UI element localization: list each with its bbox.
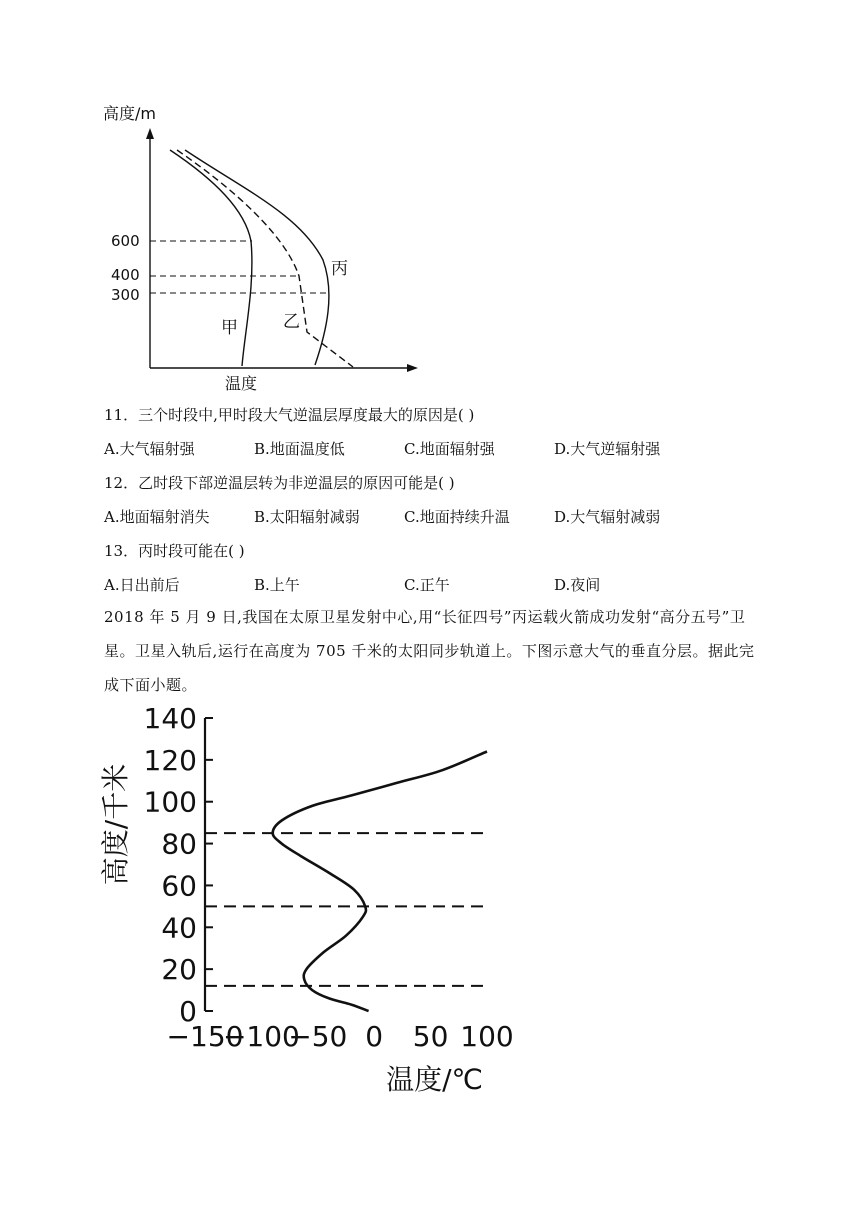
fig1-tick-600: 600	[111, 232, 140, 250]
atmosphere-layer-chart	[95, 700, 535, 1095]
chart2-x-tick-label: −150	[166, 1020, 244, 1053]
label-bing: 丙	[331, 259, 348, 279]
label-yi: 乙	[283, 312, 300, 332]
chart2-x-tick-label: −50	[288, 1020, 348, 1053]
label-jia: 甲	[221, 318, 238, 338]
question-12-options	[104, 507, 824, 527]
fig1-tick-300: 300	[111, 286, 140, 304]
chart2-y-axis-label: 高度/千米	[99, 763, 132, 886]
fig1-y-arrow	[146, 128, 154, 139]
chart2-y-tick-label: 60	[161, 869, 197, 903]
q13-option-a[interactable]: A.日出前后	[104, 576, 180, 594]
question-13-options	[104, 575, 824, 595]
q11-option-b[interactable]: B.地面温度低	[254, 440, 345, 458]
passage-text: 2018 年 5 月 9 日,我国在太原卫星发射中心,用“长征四号”丙运载火箭成功发射“高分五号”卫星。卫星入轨后,运行在高度为 705 千米的太阳同步轨道上。下图示意大气的垂直分层。据此完成下面小题。	[104, 608, 755, 694]
fig1-x-arrow	[407, 364, 418, 372]
chart2-y-tick-label: 0	[179, 995, 197, 1028]
chart2-temperature-curve	[273, 752, 487, 1012]
question-13-stem: 13．丙时段可能在( )	[104, 542, 245, 560]
chart2-y-tick-label: 40	[161, 911, 197, 945]
q11-option-d[interactable]: D.大气逆辐射强	[554, 440, 661, 458]
curve-yi	[177, 150, 353, 367]
q12-option-c[interactable]: C.地面持续升温	[404, 508, 510, 526]
chart2-x-axis-label: 温度/℃	[386, 1063, 483, 1095]
q13-option-d[interactable]: D.夜间	[554, 576, 601, 594]
chart2-y-tick-label: 100	[143, 785, 197, 819]
chart2-x-tick-label: 100	[460, 1020, 514, 1053]
q13-option-b[interactable]: B.上午	[254, 576, 300, 594]
chart2-x-tick-label: 50	[412, 1020, 449, 1053]
q13-option-c[interactable]: C.正午	[404, 576, 450, 594]
fig1-y-axis-label: 高度/m	[103, 104, 156, 123]
inversion-figure	[95, 95, 435, 395]
q11-option-c[interactable]: C.地面辐射强	[404, 440, 495, 458]
question-11-options	[104, 439, 824, 459]
question-11-stem: 11．三个时段中,甲时段大气逆温层厚度最大的原因是( )	[104, 406, 475, 424]
q11-option-a[interactable]: A.大气辐射强	[104, 440, 195, 458]
curve-jia	[170, 150, 252, 366]
chart2-x-tick-label: 0	[365, 1020, 384, 1053]
q12-option-b[interactable]: B.太阳辐射减弱	[254, 508, 360, 526]
fig1-tick-400: 400	[111, 266, 140, 284]
chart2-y-tick-label: 20	[161, 953, 197, 987]
chart2-x-tick-label: −100	[222, 1020, 300, 1053]
question-12-stem: 12．乙时段下部逆温层转为非逆温层的原因可能是( )	[104, 474, 455, 492]
chart2-y-tick-label: 120	[143, 743, 197, 777]
chart2-y-tick-label: 80	[161, 827, 197, 861]
q12-option-a[interactable]: A.地面辐射消失	[104, 508, 210, 526]
chart2-y-tick-label: 140	[143, 702, 197, 735]
fig1-x-axis-label: 温度	[225, 374, 258, 393]
q12-option-d[interactable]: D.大气辐射减弱	[554, 508, 661, 526]
